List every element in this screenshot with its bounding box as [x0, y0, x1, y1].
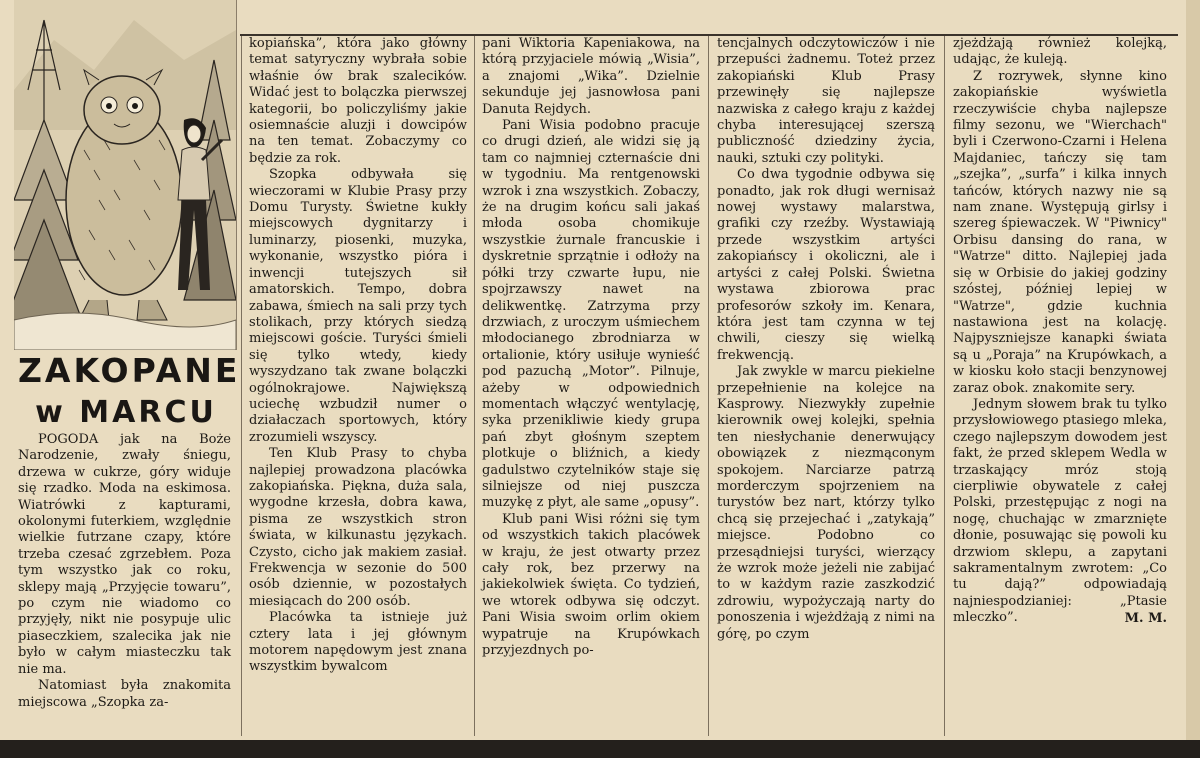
yeti-and-woman-drawing	[14, 0, 236, 350]
paragraph: Jednym słowem brak tu tylko przysłowiowego ptasiego mleka, czego najlepszym dowodem jest fakt, że przed sklepem Wedla w trzaskający mróz stoją cierpliwie obywatele z całej Polski, przestępując z nogi na nogę, chuchając w zmarznięte dłonie, posuwając się powoli ku drzwiom sklepu, a zapytani sakramentalnym zwrotem: „Co tu dają?” odpowiadają najniespodzianiej: „Ptasie mleczko”.	[953, 396, 1167, 626]
page-edge	[1186, 0, 1200, 740]
paragraph: kopiańska”, która jako główny temat satyryczny wybrała sobie właśnie ów brak szalecików. Widać jest to bolączka pierwszej kategorii, bo policzyliśmy jakie osiemnaście aluzji i dowcipów na ten temat. Zobaczymy co będzie za rok.	[249, 36, 467, 166]
article-column-5	[953, 36, 1167, 627]
paragraph: zjeżdżają również kolejką, udając, że kuleją.	[953, 36, 1167, 68]
headline-line-2: w MARCU	[35, 395, 217, 430]
paragraph: Natomiast była znakomita miejscowa „Szopka za-	[18, 678, 231, 710]
article-column-4	[717, 36, 935, 643]
column-divider	[241, 36, 242, 736]
column-divider	[944, 36, 945, 736]
article-column-2	[249, 36, 467, 676]
cartoon-illustration	[14, 0, 237, 350]
paragraph: POGODA jak na Boże Narodzenie, zwały śniegu, drzewa w cukrze, góry widuje się rzadko. Moda na eskimosa. Wiatrówki z kapturami, okolonymi futerkiem, względnie wielkie futrzane czapy, które trzeba czesać zgrzebłem. Poza tym wszystko jak co roku, sklepy mają „Przyjęcie towaru”, po czym nie wiadomo co przyjęły, nikt nie posypuje ulic piaseczkiem, szalecika jak nie było w całym miasteczku tak nie ma.	[18, 432, 231, 677]
article-column-1	[18, 432, 231, 711]
column-divider	[474, 36, 475, 736]
paragraph: Placówka ta istnieje już cztery lata i jej głównym motorem napędowym jest znana wszystkim bywalcom	[249, 610, 467, 675]
paragraph: Jak zwykle w marcu piekielne przepełnienie na kolejce na Kasprowy. Niezwykły zupełnie kierownik owej kolejki, spełnia ten niesłychanie denerwujący obowiązek z niezmąconym spokojem. Narciarze patrzą morderczym spojrzeniem na turystów bez nart, którzy tylko chcą się przejechać i „zatykają” miejsce. Podobno co przesądniejsi turyści, wierzący że wzrok może jeżeli nie zabijać to w każdym razie zaszkodzić zdrowiu, wypożyczają narty do ponoszenia i wjeżdżają z nimi na górę, po czym	[717, 364, 935, 642]
paragraph: Co dwa tygodnie odbywa się ponadto, jak rok długi wernisaż nowej wystawy malarstwa, grafiki czy rzeźby. Wystawiają przede wszystkim artyści zakopiańscy i okoliczni, ale i artyści z całej Polski. Świetna wystawa zbiorowa prac profesorów szkoły im. Kenara, która jest tam czynna w tej chwili, cieszy się wielką frekwencją.	[717, 167, 935, 363]
paragraph: Klub pani Wisi różni się tym od wszystkich takich placówek w kraju, że jest otwarty przez cały rok, bez przerwy na jakiekolwiek święta. Co tydzień, we wtorek odbywa się odczyt. Pani Wisia swoim orlim okiem wypatruje na Krupówkach przyjezdnych po-	[482, 511, 700, 659]
paragraph: pani Wiktoria Kapeniakowa, na którą przyjaciele mówią „Wisia”, a znajomi „Wika”. Dzielnie sekunduje jej jasnowłosa pani Danuta Rejdych.	[482, 36, 700, 117]
headline-line-1: ZAKOPANE	[18, 351, 241, 390]
article-column-3	[482, 36, 700, 659]
bottom-border	[0, 740, 1200, 758]
author-signature: M. M.	[1124, 610, 1167, 626]
paragraph: Pani Wisia podobno pracuje co drugi dzień, ale widzi się ją tam co najmniej czternaście dni w tygodniu. Ma rentgenowski wzrok i zna wszystkich. Zobaczy, że na drugim końcu sali jakaś młoda osoba chomikuje wszystkie żurnale francuskie i dyskretnie sprzątnie i odłoży na półki trzy czwarte łupu, nie spojrzawszy nawet na delikwentkę. Zatrzyma przy drzwiach, z uroczym uśmiechem młodocianego zbrodniarza w ortalionie, który usiłuje wynieść pod pazuchą „Motor”. Pilnuje, ażeby w odpowiednich momentach włączyć wentylację, syka przenikliwie kiedy grupa pań zbyt głośnym szeptem plotkuje o bliźnich, a kiedy gadulstwo czytelników staje się silniejsze od niej puszcza muzykę z płyt, ale same „opusy”.	[482, 118, 700, 511]
column-divider	[708, 36, 709, 736]
paragraph: Szopka odbywała się wieczorami w Klubie Prasy przy Domu Turysty. Świetne kukły miejscowych dygnitarzy i luminarzy, piosenki, muzyka, wykonanie, wszystko pióra i inwencji tutejszych sił amatorskich. Tempo, dobra zabawa, śmiech na sali przy tych stolikach, przy których siedzą miejscowi goście. Turyści śmieli się tylko wtedy, kiedy wyszydzano tak zwane bolączki ogólnokrajowe. Największą uciechę wzbudził numer o działaczach sportowych, który zrozumieli wszyscy.	[249, 167, 467, 445]
paragraph: tencjalnych odczytowiczów i nie przepuści żadnemu. Toteż przez zakopiański Klub Prasy przewinęły się najlepsze nazwiska z całego kraju z każdej chyba interesującej szerszą publiczność dziedziny życia, nauki, sztuki czy polityki.	[717, 36, 935, 166]
paragraph: Ten Klub Prasy to chyba najlepiej prowadzona placówka zakopiańska. Piękna, duża sala, wygodne krzesła, dobra kawa, pisma ze wszystkich stron świata, w kilkunastu językach. Czysto, cicho jak makiem zasiał. Frekwencja w sezonie do 500 osób dziennie, w pozostałych miesiącach do 200 osób.	[249, 446, 467, 609]
paragraph: Z rozrywek, słynne kino zakopiańskie wyświetla rzeczywiście chyba najlepsze filmy sezonu, we "Wierchach" byli i Czerwono-Czarni i Helena Majdaniec, tańczy się tam „szejka”, „surfa” i kilka innych tańców, których nazwy nie są nam znane. Występują girlsy i szereg śpiewaczek. W "Piwnicy" Orbisu dansing do rana, w "Watrze" ditto. Najlepiej jada się w Orbisie do jakiej godziny szóstej, później lepiej w "Watrze", gdzie kuchnia nastawiona jest na kolację. Najpyszniejsze kanapki świata są u „Poraja” na Krupówkach, a w kiosku koło stacji benzynowej zaraz obok. znakomite sery.	[953, 68, 1167, 396]
article-headline	[18, 351, 241, 430]
